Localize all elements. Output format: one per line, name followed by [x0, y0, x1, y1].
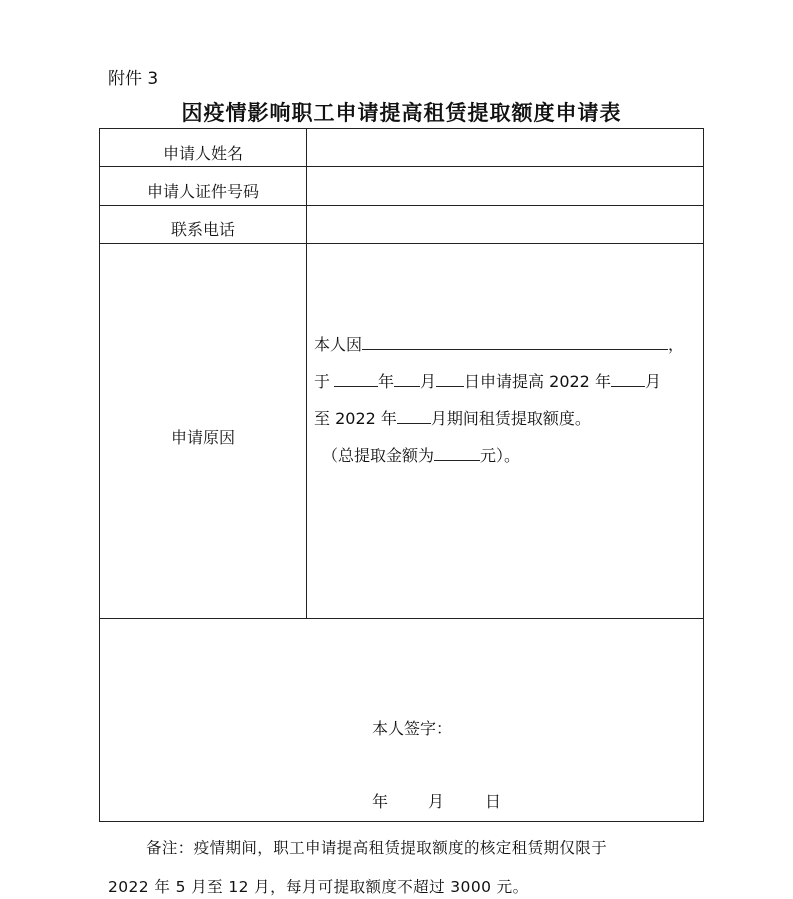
date-day-label: 日	[485, 792, 502, 811]
applicant-name-label: 申请人姓名	[162, 144, 243, 163]
reason-line-1	[314, 332, 684, 355]
reason-text: ，	[668, 335, 685, 354]
month-blank[interactable]	[394, 372, 420, 387]
reason-text: 月	[420, 372, 437, 391]
note-line-2: 2022 年 5 月至 12 月，每月可提取额度不超过 3000 元。	[108, 878, 529, 896]
form-title: 因疫情影响职工申请提高租赁提取额度申请表	[181, 100, 622, 125]
reason-blank[interactable]	[362, 335, 668, 350]
date-month-label: 月	[428, 792, 445, 811]
note-line-1: 备注：疫情期间，职工申请提高租赁提取额度的核定租赁期仅限于	[146, 839, 608, 857]
reason-line-3	[314, 406, 591, 429]
applicant-id-field[interactable]	[307, 167, 703, 205]
signature-field[interactable]	[460, 709, 640, 739]
reason-line-4	[322, 443, 520, 466]
date-year-label: 年	[372, 792, 389, 811]
reason-text: 至 2022 年	[314, 409, 397, 428]
reason-line-2	[314, 369, 661, 392]
reason-text: 年	[378, 372, 395, 391]
row-divider	[100, 243, 703, 244]
applicant-name-field[interactable]	[307, 129, 703, 166]
day-blank[interactable]	[436, 372, 464, 387]
reason-label: 申请原因	[170, 428, 235, 447]
row-divider	[100, 618, 703, 619]
reason-text: （总提取金额为	[322, 446, 435, 465]
applicant-id-label: 申请人证件号码	[146, 182, 259, 201]
phone-label: 联系电话	[170, 220, 235, 239]
amount-blank[interactable]	[434, 446, 480, 461]
attachment-label: 附件 3	[108, 69, 159, 89]
reason-text: 日申请提高 2022 年	[464, 372, 611, 391]
reason-text: 于	[314, 372, 331, 391]
reason-text: 月	[644, 372, 661, 391]
phone-field[interactable]	[307, 206, 703, 243]
year-blank[interactable]	[334, 372, 378, 387]
reason-text: 月期间租赁提取额度。	[430, 409, 591, 428]
application-form-table	[99, 128, 704, 822]
start-month-blank[interactable]	[611, 372, 645, 387]
end-month-blank[interactable]	[397, 409, 431, 424]
reason-text: 本人因	[314, 335, 363, 354]
reason-text: 元）。	[480, 446, 521, 465]
signature-label: 本人签字：	[372, 719, 453, 738]
